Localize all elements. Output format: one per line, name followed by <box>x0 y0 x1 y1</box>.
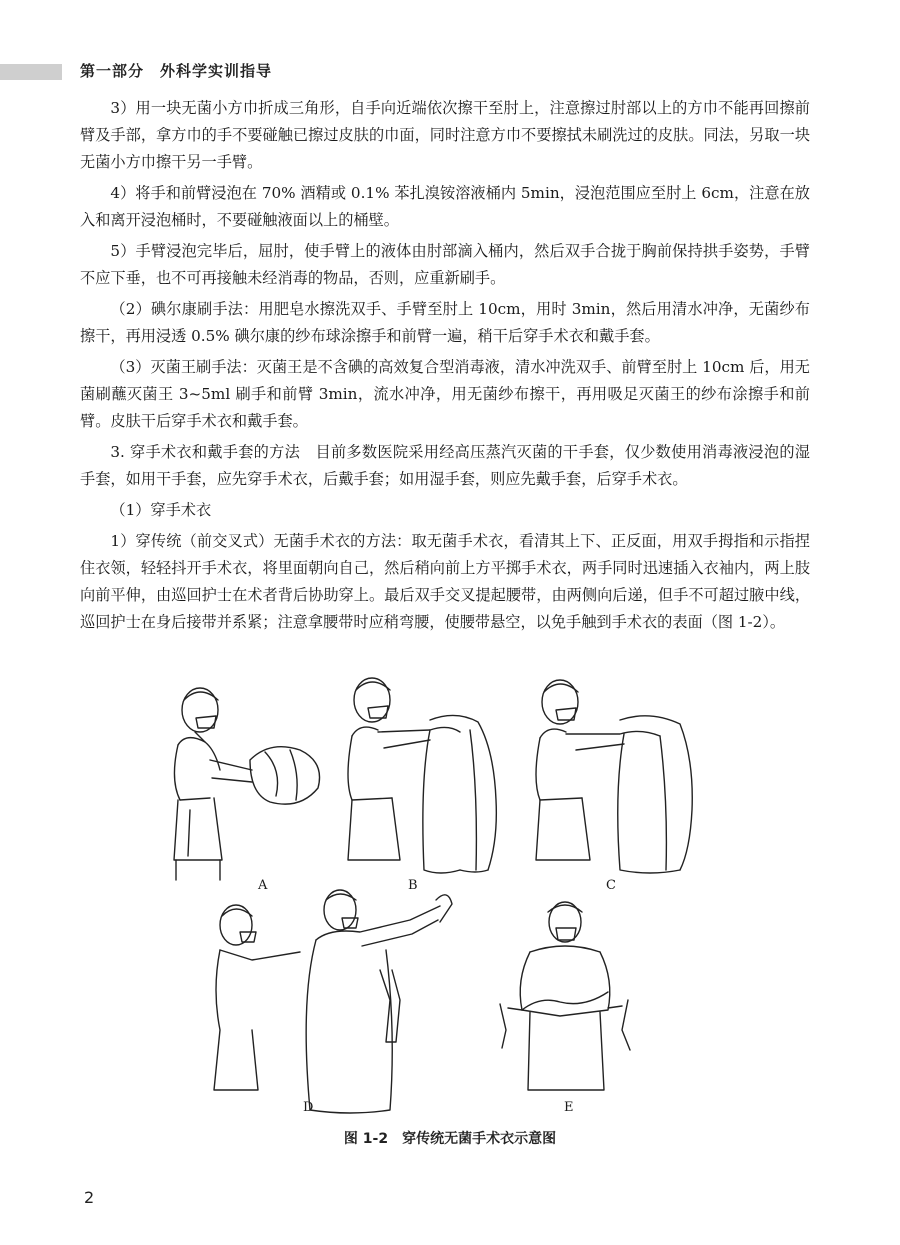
panel-label-c: C <box>606 878 616 893</box>
paragraph-wear-gown-heading: （1）穿手术衣 <box>110 501 212 519</box>
paragraph-miejunwang-method: （3）灭菌王刷手法：灭菌王是不含碘的高效复合型消毒液，清水冲洗双手、前臂至肘上 10cm 后，用无菌刷蘸灭菌王 3~5ml 刷手和前臂 3min，流水冲净，用无菌纱布擦干，再用吸足灭菌王的纱布涂擦手和前臂。皮肤干后穿手术衣和戴手套。 <box>80 358 810 430</box>
paragraph-gown-gloves-intro: 3. 穿手术衣和戴手套的方法 目前多数医院采用经高压蒸汽灭菌的干手套，仅少数使用消毒液浸泡的湿手套，如用干手套，应先穿手术衣，后戴手套；如用湿手套，则应先戴手套，后穿手术衣。 <box>80 443 810 488</box>
paragraph-step-4: 4）将手和前臂浸泡在 70% 酒精或 0.1% 苯扎溴铵溶液桶内 5min，浸泡范围应至肘上 6cm，注意在放入和离开浸泡桶时，不要碰触液面以上的桶壁。 <box>80 184 810 229</box>
body-text <box>80 95 810 640</box>
paragraph-step-5: 5）手臂浸泡完毕后，屈肘，使手臂上的液体由肘部滴入桶内，然后双手合拢于胸前保持拱手姿势，手臂不应下垂，也不可再接触未经消毒的物品，否则，应重新刷手。 <box>80 242 810 287</box>
panel-label-b: B <box>408 878 418 893</box>
paragraph-iodophor-method: （2）碘尔康刷手法：用肥皂水擦洗双手、手臂至肘上 10cm，用时 3min，然后用清水冲净，无菌纱布擦干，再用浸透 0.5% 碘尔康的纱布球涂擦手和前臂一遍，稍干后穿手术衣和戴手套。 <box>80 300 810 345</box>
figure-gown-illustration <box>0 670 900 1140</box>
running-header: 第一部分 外科学实训指导 <box>80 62 273 80</box>
page-number: 2 <box>84 1188 95 1207</box>
panel-e-sketch <box>500 902 630 1090</box>
paragraph-traditional-gown: 1）穿传统（前交叉式）无菌手术衣的方法：取无菌手术衣，看清其上下、正反面，用双手拇指和示指捏住衣领，轻轻抖开手术衣，将里面朝向自己，然后稍向前上方平掷手术衣，两手同时迅速插入衣袖内，两上肢向前平伸，由巡回护士在术者背后协助穿上。最后双手交叉提起腰带，由两侧向后递，但手不可超过腋中线，巡回护士在身后接带并系紧；注意拿腰带时应稍弯腰，使腰带悬空，以免手触到手术衣的表面（图 1-2）。 <box>80 532 810 631</box>
paragraph-step-3: 3）用一块无菌小方巾折成三角形，自手向近端依次擦干至肘上，注意擦过肘部以上的方巾不能再回擦前臂及手部，拿方巾的手不要碰触已擦过皮肤的巾面，同时注意方巾不要擦拭未刷洗过的皮肤。同法，另取一块无菌小方巾擦干另一手臂。 <box>80 99 810 171</box>
panel-a-sketch <box>174 688 320 880</box>
panel-label-e: E <box>564 1100 574 1115</box>
gown-sketch-drawing <box>0 670 900 1140</box>
figure-caption: 图 1-2 穿传统无菌手术衣示意图 <box>343 1131 557 1147</box>
panel-label-d: D <box>303 1100 314 1115</box>
panel-d-sketch <box>214 890 452 1113</box>
panel-c-sketch <box>536 680 692 873</box>
header-bar <box>0 64 62 80</box>
panel-b-sketch <box>348 678 496 873</box>
panel-label-a: A <box>258 878 268 893</box>
